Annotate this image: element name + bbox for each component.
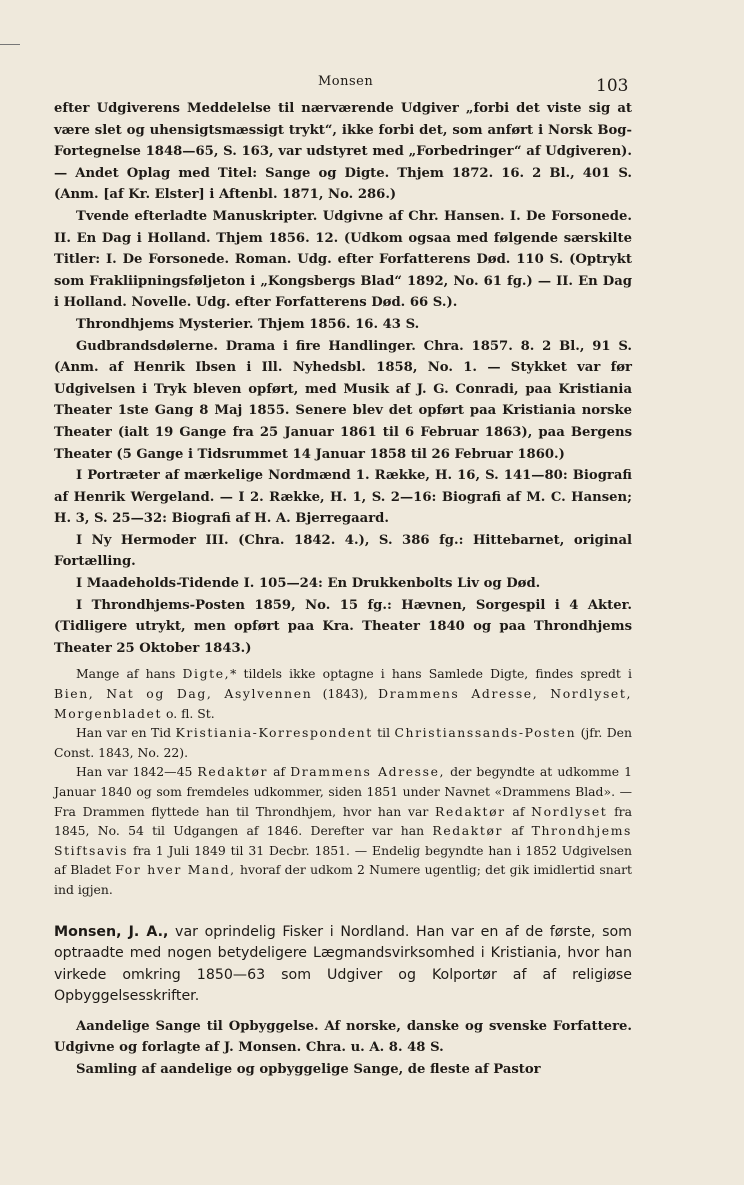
- spaced-title: Redaktør: [197, 764, 269, 780]
- running-title: Monsen: [318, 74, 374, 89]
- spaced-title: Kristiania-Korrespondent: [175, 725, 373, 741]
- bibliography-paragraph: I Ny Hermoder III. (Chra. 1842. 4.), S. 386 fg.: Hittebarnet, original Fortælling.: [54, 532, 632, 570]
- note-paragraph: [54, 723, 632, 762]
- entry-body: var oprindelig Fisker i Nordland. Han var en af de første, som optraadte med nogen betydeligere Lægmandsvirksomhed i Kristiania, hvor han virkede omkring 1850—63 som Udgiver og Kolportør af af religiøse Opbyggelsesskrifter.: [54, 923, 632, 1005]
- note-text: fra 1845, No. 54 til Udgangen af 1846. Derefter var han: [54, 803, 632, 839]
- spaced-title: Redaktør: [432, 823, 504, 839]
- bibliography-paragraph: I Maadeholds-Tidende I. 105—24: En Drukkenbolts Liv og Død.: [76, 576, 541, 592]
- margin-mark: [0, 44, 20, 45]
- bibliography-paragraph: Throndhjems Mysterier. Thjem 1856. 16. 43 S.: [76, 316, 420, 332]
- note-text: (jfr. Den Const. 1843, No. 22).: [54, 725, 632, 760]
- bibliography-section: [54, 98, 632, 659]
- note-text: Mange af hans: [76, 666, 183, 682]
- note-text: * tildels ikke optagne i hans Samlede Digte, findes spredt i: [230, 666, 632, 682]
- note-text: af: [503, 823, 532, 839]
- page-content: [54, 98, 632, 1080]
- work-item: Samling af aandelige og opbyggelige Sange, de fleste af Pastor: [76, 1061, 541, 1077]
- spaced-title: Nordlyset: [531, 803, 608, 819]
- note-text: til: [372, 725, 395, 741]
- spaced-title: For hver Mand,: [115, 862, 236, 878]
- note-text: hvoraf der udkom 2 Numere ugentlig; det gik imidlertid snart ind igjen.: [54, 862, 632, 897]
- note-text: o. fl. St.: [162, 705, 215, 721]
- bibliography-paragraph: I Throndhjems-Posten 1859, No. 15 fg.: Hævnen, Sorgespil i 4 Akter. (Tidligere utrykt, men opført paa Kra. Theater 1840 og paa Throndhjems Theater 25 Oktober 1843.): [54, 597, 632, 656]
- page-header: [0, 72, 744, 94]
- note-text: Han var 1842—45: [76, 764, 198, 780]
- works-list: [54, 1016, 632, 1081]
- spaced-title: Bien, Nat og Dag, Asylvennen: [54, 686, 313, 702]
- spaced-title: Drammens Adresse, Nordlyset, Morgenbladet: [54, 686, 632, 721]
- bibliography-paragraph: I Portræter af mærkelige Nordmænd 1. Række, H. 16, S. 141—80: Biografi af Henrik Wergeland. — I 2. Række, H. 1, S. 2—16: Biografi af M. C. Hansen; H. 3, S. 25—32: Biografi af H. A. Bjerregaard.: [54, 468, 632, 527]
- page-number: 103: [596, 76, 629, 96]
- spaced-title: Redaktør: [435, 803, 506, 819]
- spaced-title: Digte,: [182, 666, 231, 682]
- note-text: af: [505, 803, 532, 819]
- entry-headword: Monsen, J. A.,: [54, 923, 169, 940]
- spaced-title: Throndhjems Stiftsavis: [54, 823, 632, 858]
- note-text: (1843),: [312, 686, 379, 702]
- author-entry: [54, 922, 632, 1008]
- notes-section: [54, 664, 632, 899]
- bibliography-paragraph: Tvende efterladte Manuskripter. Udgivne af Chr. Hansen. I. De Forsonede. II. En Dag i Holland. Thjem 1856. 12. (Udkom ogsaa med følgende særskilte Titler: I. De Forsonede. Roman. Udg. efter Forfatterens Død. 110 S. (Optrykt som Frakliipningsføljeton i „Kongsbergs Blad“ 1892, No. 61 fg.) — II. En Dag i Holland. Novelle. Udg. efter Forfatterens Død. 66 S.).: [54, 208, 632, 311]
- bibliography-paragraph: efter Udgiverens Meddelelse til nærværende Udgiver „forbi det viste sig at være slet og uhensigtsmæssigt trykt“, ikke forbi det, som anført i Norsk Bog-Fortegnelse 1848—65, S. 163, var udstyret med „Forbedringer“ af Udgiveren). — Andet Oplag med Titel: Sange og Digte. Thjem 1872. 16. 2 Bl., 401 S. (Anm. [af Kr. Elster] i Aftenbl. 1871, No. 286.): [54, 101, 632, 203]
- entry-paragraph: [54, 922, 632, 1008]
- bibliography-paragraph: Gudbrandsdølerne. Drama i fire Handlinger. Chra. 1857. 8. 2 Bl., 91 S. (Anm. af Henrik Ibsen i Ill. Nyhedsbl. 1858, No. 1. — Stykket var før Udgivelsen i Tryk bleven opført, med Musik af J. G. Conradi, paa Kristiania Theater 1ste Gang 8 Maj 1855. Senere blev det opført paa Kristiania norske Theater (ialt 19 Gange fra 25 Januar 1861 til 6 Februar 1863), paa Bergens Theater (5 Gange i Tidsrummet 14 Januar 1858 til 26 Februar 1860.): [54, 338, 632, 462]
- spaced-title: Christianssands-Posten: [394, 725, 577, 741]
- note-text: fra 1 Juli 1849 til 31 Decbr. 1851. — Endelig begyndte han i 1852 Udgivelsen af Bladet: [54, 842, 632, 878]
- note-text: Han var en Tid: [76, 725, 176, 741]
- work-item: Aandelige Sange til Opbyggelse. Af norske, danske og svenske Forfattere. Udgivne og forlagte af J. Monsen. Chra. u. A. 8. 48 S.: [54, 1018, 632, 1056]
- spaced-title: Drammens Adresse,: [290, 764, 446, 780]
- note-paragraph: [54, 762, 632, 899]
- note-paragraph: [54, 664, 632, 723]
- note-text: der begyndte at udkomme 1 Januar 1840 og som fremdeles udkommer, siden 1851 under Navnet «Drammens Blad». — Fra Drammen flyttede han til Throndhjem, hvor han var: [54, 764, 633, 819]
- note-text: af: [268, 764, 291, 780]
